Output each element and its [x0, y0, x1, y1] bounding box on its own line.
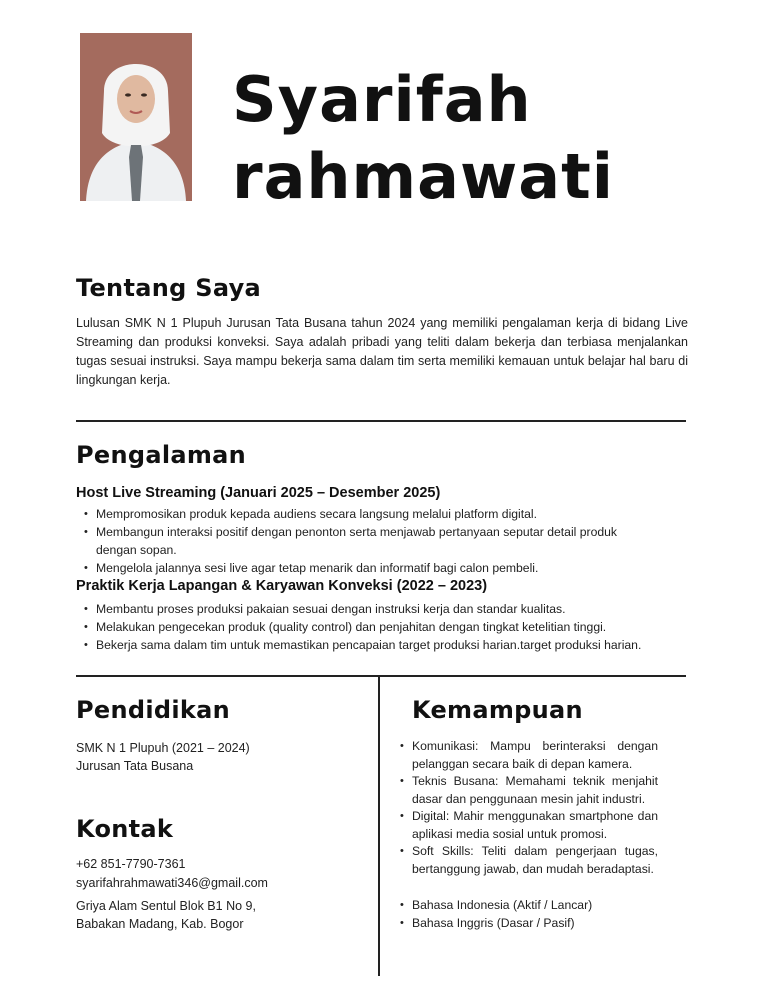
job-duties-list — [78, 505, 658, 577]
person-photo-icon — [80, 33, 192, 201]
skills-heading: Kemampuan — [412, 696, 583, 724]
experience-heading: Pengalaman — [76, 441, 247, 469]
languages-list — [394, 896, 658, 932]
divider — [76, 420, 686, 422]
about-heading: Tentang Saya — [76, 274, 262, 302]
list-item: • Teknis Busana: Memahami teknik menjahit dasar dan penggunaan mesin jahit industri. — [394, 773, 658, 808]
job-title: Praktik Kerja Lapangan & Karyawan Konveksi (2022 – 2023) — [76, 578, 488, 594]
skills-list — [394, 738, 658, 878]
full-name-first: Syarifah — [232, 63, 532, 136]
list-item: • Bekerja sama dalam tim untuk memastikan pencapaian target produksi harian.target produksi harian. — [78, 636, 688, 654]
list-item: • Soft Skills: Teliti dalam pengerjaan tugas, bertanggung jawab, dan mudah beradaptasi. — [394, 843, 658, 878]
job-duties-list — [78, 600, 688, 654]
list-item: • Mengelola jalannya sesi live agar tetap menarik dan informatif bagi calon pembeli. — [78, 559, 658, 577]
contact-email: syarifahrahmawati346@gmail.com — [76, 876, 268, 890]
list-item: • Membantu proses produksi pakaian sesuai dengan instruksi kerja dan standar kualitas. — [78, 600, 688, 618]
list-item: • Bahasa Indonesia (Aktif / Lancar) — [394, 896, 658, 914]
list-item: • Bahasa Inggris (Dasar / Pasif) — [394, 914, 658, 932]
contact-address-line1: Griya Alam Sentul Blok B1 No 9, — [76, 899, 256, 913]
education-major: Jurusan Tata Busana — [76, 759, 194, 773]
profile-photo — [80, 33, 192, 201]
job-title: Host Live Streaming (Januari 2025 – Desember 2025) — [76, 485, 441, 501]
list-item: • Membangun interaksi positif dengan penonton serta menjawab pertanyaan seputar detail produk dengan sopan. — [78, 523, 658, 559]
column-divider — [378, 676, 380, 976]
list-item: • Melakukan pengecekan produk (quality control) dan penjahitan dengan tingkat ketelitian tinggi. — [78, 618, 688, 636]
list-item: • Komunikasi: Mampu berinteraksi dengan pelanggan secara baik di depan kamera. — [394, 738, 658, 773]
education-heading: Pendidikan — [76, 696, 231, 724]
full-name-last: rahmawati — [232, 140, 614, 213]
contact-phone: +62 851-7790-7361 — [76, 857, 186, 871]
education-school: SMK N 1 Plupuh (2021 – 2024) — [76, 741, 250, 755]
list-item: • Mempromosikan produk kepada audiens secara langsung melalui platform digital. — [78, 505, 658, 523]
divider — [76, 675, 686, 677]
contact-address-line2: Babakan Madang, Kab. Bogor — [76, 917, 244, 931]
list-item: • Digital: Mahir menggunakan smartphone dan aplikasi media sosial untuk promosi. — [394, 808, 658, 843]
about-text: Lulusan SMK N 1 Plupuh Jurusan Tata Busana tahun 2024 yang memiliki pengalaman kerja di bidang Live Streaming dan produksi konveksi. Saya adalah pribadi yang teliti dalam bekerja dan terbiasa menjalankan tugas sesuai instruksi. Saya mampu bekerja sama dalam tim serta memiliki kemauan untuk belajar hal baru di lingkungan kerja. — [76, 316, 688, 387]
contact-heading: Kontak — [76, 815, 174, 843]
